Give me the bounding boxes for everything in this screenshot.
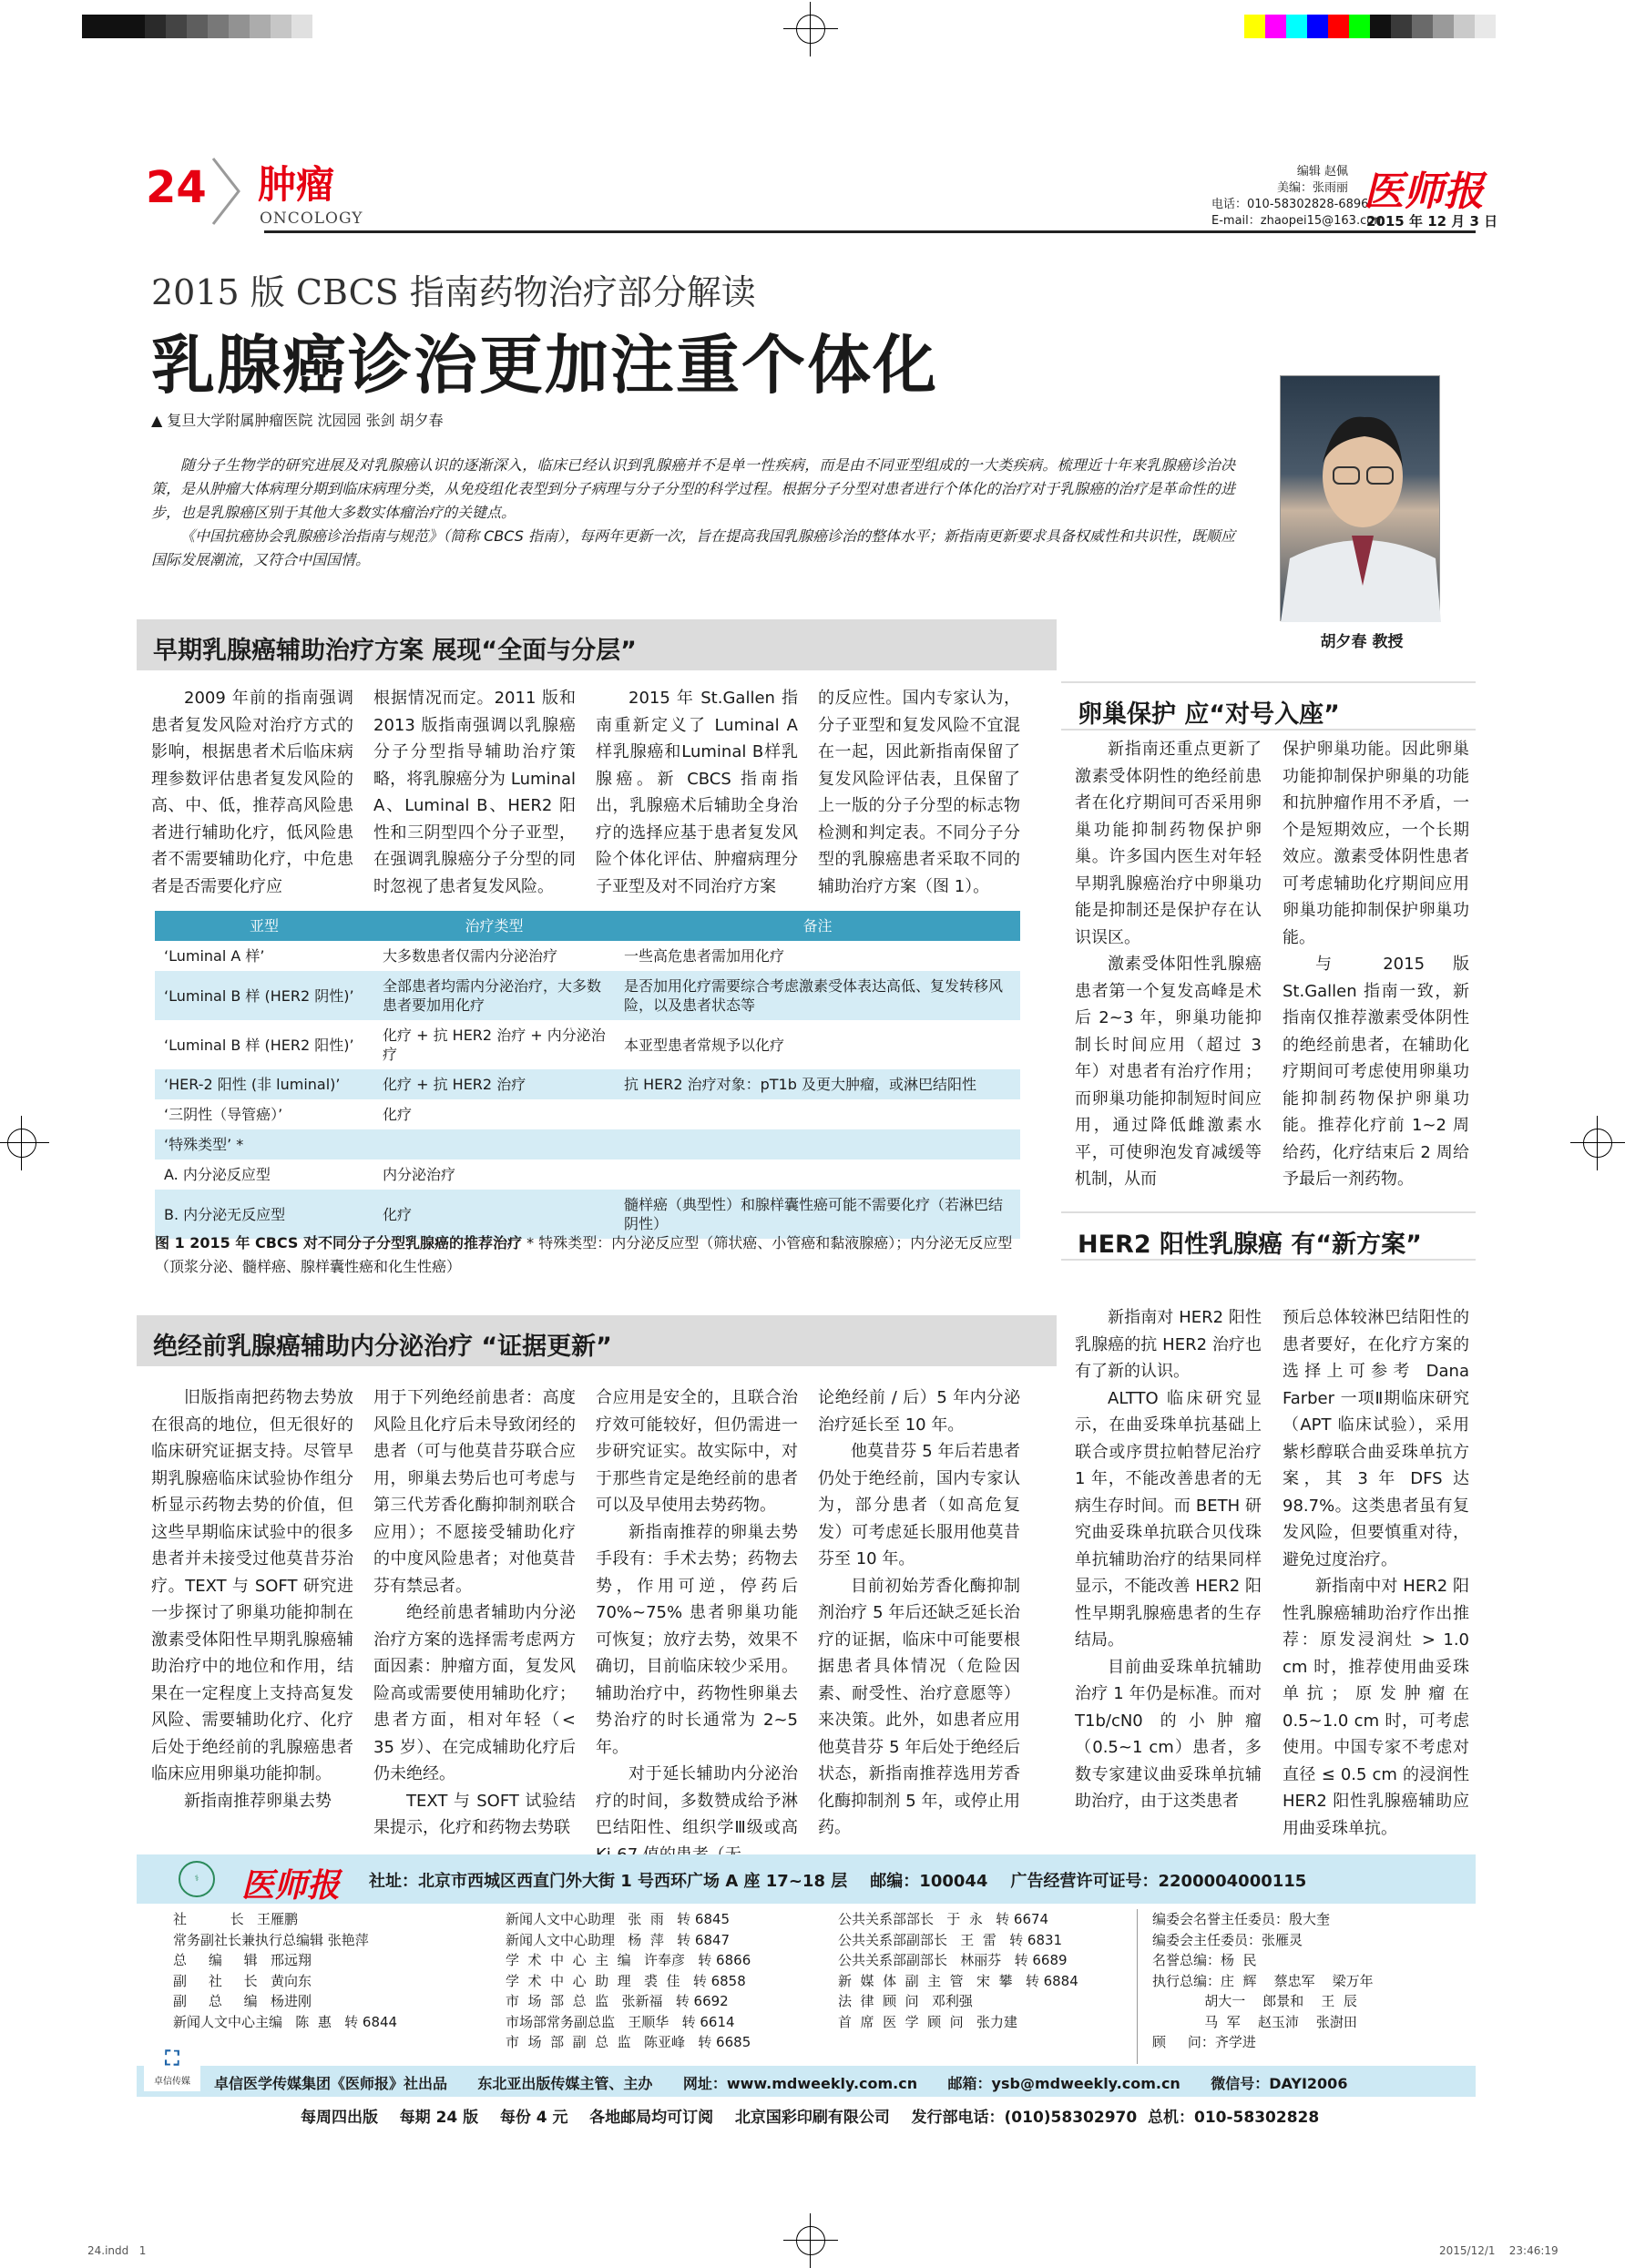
issue-date: 2015 年 12 月 3 日 bbox=[1366, 213, 1498, 230]
body-paragraph: 2009 年前的指南强调患者复发风险对治疗方式的影响，根据患者术后临床病理参数评估患者复发风险的高、中、低，推荐高风险患者进行辅助化疗，低风险患者不需要辅助化疗，中危患者是否需要化疗应 bbox=[151, 689, 353, 896]
body-paragraph: 新指南推荐卵巢去势 bbox=[184, 1791, 332, 1811]
registration-swatch bbox=[166, 15, 187, 38]
registration-swatch bbox=[1433, 15, 1454, 38]
registration-swatch bbox=[187, 15, 208, 38]
table-cell: 全部患者均需内分泌治疗，大多数患者要加用化疗 bbox=[373, 971, 615, 1020]
table-cell bbox=[615, 1099, 1020, 1129]
text-column bbox=[151, 685, 353, 900]
portrait-photo bbox=[1280, 375, 1440, 621]
body-paragraph: 保护卵巢功能。因此卵巢功能抑制保护卵巢的功能和抗肿瘤作用不矛盾，一个是短期效应，一个长期效应。激素受体阴性患者可考虑辅助化疗期间应用卵巢功能抑制保护卵巢功能。 bbox=[1283, 740, 1469, 947]
registration-gray-bar bbox=[82, 15, 312, 38]
art-editor-name: 美编：张雨丽 bbox=[1276, 181, 1348, 195]
registration-swatch bbox=[1244, 15, 1265, 38]
masthead-logo: 医师报 bbox=[1364, 169, 1484, 215]
staff-list: 社 长 王雁鹏 常务副社长兼执行总编辑 张艳萍 总 编 辑 邢远翔 副 社 长 黄向东 副 总 编 杨进刚 新闻人文中心主编 陈 惠 转 6844 bbox=[173, 1911, 398, 2030]
publisher-line: 卓信医学传媒集团《医师报》社出品 东北亚出版传媒主管、主办 网址：www.mdweekly.com.cn 邮箱：ysb@mdweekly.com.cn 微信号：DAYI2006 bbox=[214, 2075, 1348, 2092]
table-caption-title: 图 1 2015 年 CBCS 对不同分子分型乳腺癌的推荐治疗 bbox=[155, 1234, 523, 1251]
body-paragraph: 合应用是安全的，且联合治疗效可能较好，但仍需进一步研究证实。故实际中，对于那些肯定是绝经前的患者可以及早使用去势药物。 bbox=[596, 1388, 798, 1515]
table-cell: ‘Luminal B 样 (HER2 阴性)’ bbox=[155, 971, 373, 1020]
text-column bbox=[373, 1384, 576, 1837]
registration-swatch bbox=[1265, 15, 1286, 38]
crop-mark-icon bbox=[1570, 1116, 1625, 1170]
registration-swatch bbox=[1286, 15, 1307, 38]
registration-swatch bbox=[291, 15, 312, 38]
section-title: 绝经前乳腺癌辅助内分泌治疗 “证据更新” bbox=[137, 1315, 1057, 1366]
registration-swatch bbox=[124, 15, 145, 38]
table-cell: 大多数患者仅需内分泌治疗 bbox=[373, 941, 615, 971]
table-row bbox=[155, 1160, 1020, 1190]
table-cell: ‘Luminal A 样’ bbox=[155, 941, 373, 971]
table-row bbox=[155, 1069, 1020, 1099]
table-row bbox=[155, 1020, 1020, 1069]
table-cell: 化疗 + 抗 HER2 治疗 bbox=[373, 1069, 615, 1099]
registration-swatch bbox=[1454, 15, 1475, 38]
section-title: 早期乳腺癌辅助治疗方案 展现“全面与分层” bbox=[137, 619, 1057, 670]
registration-swatch bbox=[208, 15, 229, 38]
editor-info bbox=[1211, 164, 1385, 230]
table-cell: 一些高危患者需加用化疗 bbox=[615, 941, 1020, 971]
publication-info: 每周四出版 每期 24 版 每份 4 元 各地邮局均可订阅 北京国彩印刷有限公司 发行部电话：(010)58302970 总机：010-58302828 bbox=[301, 2109, 1320, 2127]
body-paragraph: 绝经前患者辅助内分泌治疗方案的选择需考虑两方面因素：肿瘤方面，复发风险高或需要使用辅助化疗；患者方面，相对年轻（< 35 岁）、在完成辅助化疗后仍未绝经。 bbox=[373, 1603, 576, 1783]
lead-paragraph: 《中国抗癌协会乳腺癌诊治指南与规范》（简称 CBCS 指南），每两年更新一次，旨在提高我国乳腺癌诊治的整体水平；新指南更新要求具备权威性和共识性，既顺应国际发展潮流，又符合中国国情。 bbox=[151, 527, 1235, 568]
body-paragraph: 目前曲妥珠单抗辅助治疗 1 年仍是标准。而对 T1b/cN0 的小肿瘤（0.5~1 cm）患者，多数专家建议曲妥珠单抗辅助治疗，由于这类患者 bbox=[1075, 1657, 1262, 1811]
table-cell: 本亚型患者常规予以化疗 bbox=[615, 1020, 1020, 1069]
article-lead bbox=[151, 454, 1235, 572]
registration-swatch bbox=[1307, 15, 1328, 38]
table-row bbox=[155, 1099, 1020, 1129]
body-paragraph: 2015 年 St.Gallen 指南重新定义了 Luminal A 样乳腺癌和Luminal B样乳腺癌。新 CBCS 指南指出，乳腺癌术后辅助全身治疗的选择应基于患者复发风险个体化评估、肿瘤病理分子亚型及对不同治疗方案 bbox=[596, 689, 798, 896]
crop-mark-icon bbox=[0, 1116, 49, 1170]
body-paragraph: TEXT 与 SOFT 试验结果提示，化疗和药物去势联 bbox=[373, 1791, 576, 1837]
body-paragraph: 新指南对 HER2 阳性乳腺癌的抗 HER2 治疗也有了新的认识。 bbox=[1075, 1308, 1262, 1381]
text-column bbox=[151, 1384, 353, 1822]
body-paragraph: 对于延长辅助内分泌治疗的时间，多数赞成给予淋巴结阳性、组织学Ⅲ级或高 bbox=[596, 1764, 798, 1837]
editor-email: E-mail：zhaopei15@163.com bbox=[1211, 214, 1385, 228]
section-name: 肿瘤 bbox=[258, 162, 335, 207]
registration-swatch bbox=[229, 15, 250, 38]
table-row bbox=[155, 971, 1020, 1020]
cmda-logo-icon: ⚕ bbox=[179, 1861, 215, 1897]
registration-swatch bbox=[103, 15, 124, 38]
body-paragraph: 他莫昔芬 5 年后若患者仍处于绝经前，国内专家认为，部分患者（如高危复发）可考虑延长服用他莫昔芬至 10 年。 bbox=[818, 1442, 1020, 1568]
text-column bbox=[818, 685, 1020, 900]
table-cell: ‘Luminal B 样 (HER2 阳性)’ bbox=[155, 1020, 373, 1069]
body-paragraph: 新指南中对 HER2 阳性乳腺癌辅助治疗作出推荐：原发浸润灶 > 1.0 cm 时，推荐使用曲妥珠单抗；原发肿瘤在 0.5~1.0 cm 时，可考虑使用。中国专家不考虑对直径 ≤ 0.5 cm 的浸润性 HER2 阳性乳腺癌辅助应用曲妥珠单抗。 bbox=[1283, 1577, 1469, 1838]
article-byline: ▲ 复旦大学附属肿瘤医院 沈园园 张剑 胡夕春 bbox=[151, 412, 444, 429]
table-row bbox=[155, 1129, 1020, 1160]
table-cell: ‘特殊类型’ * bbox=[155, 1129, 373, 1160]
section-title: 卵巢保护 应“对号入座” bbox=[1061, 681, 1476, 730]
body-paragraph: 根据情况而定。2011 版和 2013 版指南强调以乳腺癌分子分型指导辅助治疗策略，将乳腺癌分为 Luminal A、Luminal B、HER2 阳性和三阴型四个分子亚型，在强调乳腺癌分子分型的同时忽视了患者复发风险。 bbox=[373, 689, 576, 896]
article-headline: 乳腺癌诊治更加注重个体化 bbox=[151, 328, 938, 403]
print-slug-time: 2015/12/1 23:46:19 bbox=[1439, 2244, 1559, 2257]
crop-mark-icon bbox=[783, 2213, 838, 2268]
registration-swatch bbox=[1391, 15, 1412, 38]
body-paragraph: 旧版指南把药物去势放在很高的地位，但无很好的临床研究证据支持。尽管早期乳腺癌临床试验协作组分析显示药物去势的价值，但这些早期临床试验中的很多患者并未接受过他莫昔芬治疗。TEXT 与 SOFT 研究进一步探讨了卵巢功能抑制在激素受体阳性早期乳腺癌辅助治疗中的地位和作用，结果在一定程度上支持高复发风险、需要辅助化疗、化疗后处于绝经前的乳腺癌患者临床应用卵巢功能抑制。 bbox=[151, 1388, 353, 1783]
table-cell bbox=[615, 1160, 1020, 1190]
publisher-logo-text: 卓信传媒 bbox=[154, 2077, 190, 2087]
text-column bbox=[1283, 736, 1469, 1189]
table-cell: 化疗 + 抗 HER2 治疗 + 内分泌治疗 bbox=[373, 1020, 615, 1069]
body-paragraph: 激素受体阳性乳腺癌患者第一个复发高峰是术后 2~3 年，卵巢功能抑制长时间应用（超过 3 年）对患者有治疗作用；而卵巢功能抑制短时间应用，通过降低雌激素水平，可使卵泡发育减缓等机制，从而 bbox=[1075, 955, 1262, 1189]
footer-publisher-bar bbox=[137, 2048, 1476, 2097]
staff-list: 公共关系部部长 于 永 转 6674 公共关系部副部长 王 雷 转 6831 公共关系部副部长 林丽芬 转 6689 新 媒 体 副 主 管 宋 攀 转 6884 法 律 顾 问 邓利强 首 席 医 学 顾 问 张力建 bbox=[838, 1911, 1078, 2030]
text-column bbox=[1075, 736, 1262, 1189]
body-paragraph: 目前初始芳香化酶抑制剂治疗 5 年后还缺乏延长治疗的证据，临床中可能要根据患者具体情况（危险因素、耐受性、治疗意愿等）来决策。此外，如患者应用他莫昔芬 5 年后处于绝经后状态，新指南推荐选用芳香化酶抑制剂 5 年，或停止用药。 bbox=[818, 1576, 1020, 1837]
photo-caption: 胡夕春 教授 bbox=[1320, 633, 1404, 651]
table-caption bbox=[155, 1231, 1025, 1279]
table-caption-note: * 特殊类型：内分泌反应型（筛状癌、小管癌和黏液腺癌）；内分泌无反应型（顶浆分泌、髓样癌、腺样囊性癌和化生性癌） bbox=[155, 1234, 1013, 1275]
registration-color-bar bbox=[1244, 15, 1496, 38]
text-column bbox=[818, 1384, 1020, 1837]
footer-address-bar bbox=[137, 1854, 1476, 1904]
footer-masthead: 医师报 bbox=[241, 1867, 341, 1905]
table-cell: B. 内分泌无反应型 bbox=[155, 1190, 373, 1239]
section-name-en: ONCOLOGY bbox=[260, 209, 363, 228]
table-cell: 化疗 bbox=[373, 1099, 615, 1129]
registration-swatch bbox=[271, 15, 291, 38]
table-header: 治疗类型 bbox=[373, 911, 615, 941]
body-paragraph: 用于下列绝经前患者：高度风险且化疗后未导致闭经的患者（可与他莫昔芬联合应用，卵巢去势后也可考虑与第三代芳香化酶抑制剂联合应用）；不愿接受辅助化疗的中度风险患者；对他莫昔芬有禁忌者。 bbox=[373, 1388, 576, 1596]
body-paragraph: 与 2015 版 St.Gallen 指南一致，新指南仅推荐激素受体阴性的绝经前患者，在辅助化疗期间可考虑使用卵巢功能抑制药物保护卵巢功能。推荐化疗前 1~2 周给药，化疗结束后 2 周给予最后一剂药物。 bbox=[1283, 955, 1469, 1189]
print-slug-file: 24.indd 1 bbox=[87, 2244, 147, 2257]
header-rule bbox=[264, 230, 1476, 233]
table-cell: 抗 HER2 治疗对象：pT1b 及更大肿瘤，或淋巴结阳性 bbox=[615, 1069, 1020, 1099]
body-paragraph: 预后总体较淋巴结阳性的患者要好，在化疗方案的选择上可参考 Dana Farber 一项Ⅱ期临床研究（APT 临床试验），采用紫杉醇联合曲妥珠单抗方案，其 3 年 DFS 达 98.7%。这类患者虽有复发风险，但要慎重对待，避免过度治疗。 bbox=[1283, 1308, 1469, 1569]
body-paragraph: 的反应性。国内专家认为，分子亚型和复发风险不宜混在一起，因此新指南保留了复发风险评估表，且保留了上一版的分子分型的标志物检测和判定表。不同分子分型的乳腺癌患者采取不同的辅助治疗方案（图 1）。 bbox=[818, 689, 1020, 896]
table-cell: 内分泌治疗 bbox=[373, 1160, 615, 1190]
body-paragraph: ALTTO 临床研究显示，在曲妥珠单抗基础上联合或序贯拉帕替尼治疗 1 年，不能改善患者的无病生存时间。而 BETH 研究曲妥珠单抗联合贝伐珠单抗辅助治疗的结果同样显示，不能改善 HER2 阳性早期乳腺癌患者的生存结局。 bbox=[1075, 1388, 1262, 1650]
treatment-table bbox=[155, 911, 1020, 1239]
registration-swatch bbox=[1475, 15, 1496, 38]
article-kicker: 2015 版 CBCS 指南药物治疗部分解读 bbox=[151, 272, 756, 312]
body-paragraph: 新指南还重点更新了激素受体阴性的绝经前患者在化疗期间可否采用卵巢功能抑制药物保护卵巢。许多国内医生对年轻早期乳腺癌治疗中卵巢功能是抑制还是保护存在认识误区。 bbox=[1075, 740, 1262, 947]
table-cell: ‘三阴性（导管癌）’ bbox=[155, 1099, 373, 1129]
publisher-logo bbox=[144, 2046, 200, 2091]
table-cell bbox=[373, 1129, 615, 1160]
text-column bbox=[596, 1384, 798, 1837]
body-paragraph: 论绝经前 / 后）5 年内分泌治疗延长至 10 年。 bbox=[818, 1388, 1020, 1435]
table-cell bbox=[615, 1129, 1020, 1160]
registration-swatch bbox=[145, 15, 166, 38]
editor-name: 编辑 赵佩 bbox=[1296, 165, 1348, 179]
table-header: 备注 bbox=[615, 911, 1020, 941]
table-cell: 是否加用化疗需要综合考虑激素受体表达高低、复发转移风险，以及患者状态等 bbox=[615, 971, 1020, 1020]
registration-swatch bbox=[1412, 15, 1433, 38]
staff-list: 新闻人文中心助理 张 雨 转 6845 新闻人文中心助理 杨 萍 转 6847 学 术 中 心 主 编 许奉彦 转 6866 学 术 中 心 助 理 裘 佳 转 6858 市 场 部 总 监 张新福 转 6692 市场部常务副总监 王顺华 转 6614 市 场 部 副 总 监 陈亚峰 转 6685 bbox=[506, 1911, 751, 2050]
crop-mark-icon bbox=[783, 2, 838, 56]
staff-list: 编委会名誉主任委员：殷大奎 编委会主任委员：张雁灵 名誉总编：杨 民 执行总编：庄 辉 蔡忠军 梁万年 胡大一 郎景和 王 辰 马 军 赵玉沛 张澍田 顾 问：齐学进 bbox=[1152, 1911, 1374, 2050]
table-cell: A. 内分泌反应型 bbox=[155, 1160, 373, 1190]
table-cell: ‘HER-2 阳性 (非 luminal)’ bbox=[155, 1069, 373, 1099]
registration-swatch bbox=[1370, 15, 1391, 38]
table-header: 亚型 bbox=[155, 911, 373, 941]
text-column bbox=[373, 685, 576, 900]
editor-phone: 电话：010-58302828-6896 bbox=[1211, 198, 1369, 211]
portrait-photo-icon bbox=[1281, 376, 1441, 622]
registration-swatch bbox=[250, 15, 271, 38]
lead-paragraph: 随分子生物学的研究进展及对乳腺癌认识的逐渐深入，临床已经认识到乳腺癌并不是单一性疾病，而是由不同亚型组成的一大类疾病。梳理近十年来乳腺癌诊治决策，是从肿瘤大体病理分期到临床病理分类，从免疫组化表型到分子病理与分子分型的科学过程。根据分子分型对患者进行个体化的治疗对于乳腺癌的治疗是革命性的进步，也是乳腺癌区别于其他大多数实体瘤治疗的关键点。 bbox=[151, 456, 1235, 521]
table-cell: 化疗 bbox=[373, 1190, 615, 1239]
footer-address: 社址：北京市西城区西直门外大街 1 号西环广场 A 座 17~18 层 邮编：100044 广告经营许可证号：2200004000115 bbox=[369, 1872, 1307, 1891]
section-title: HER2 阳性乳腺癌 有“新方案” bbox=[1061, 1211, 1476, 1261]
text-column bbox=[1283, 1304, 1469, 1838]
text-column bbox=[596, 685, 798, 900]
table-row bbox=[155, 941, 1020, 971]
publisher-logo-icon: ⛶ bbox=[165, 2048, 179, 2070]
table-cell: 髓样癌（典型性）和腺样囊性癌可能不需要化疗（若淋巴结阴性） bbox=[615, 1190, 1020, 1239]
registration-swatch bbox=[1349, 15, 1370, 38]
page-number: 24 bbox=[146, 162, 207, 213]
registration-swatch bbox=[1328, 15, 1349, 38]
chevron-right-icon bbox=[208, 155, 244, 228]
body-paragraph: 新指南推荐的卵巢去势手段有：手术去势；药物去势，作用可逆，停药后 70%~75% 患者卵巢功能可恢复；放疗去势，效果不确切，目前临床较少采用。辅助治疗中，药物性卵巢去势治疗的时长通常为 2~5 年。 bbox=[596, 1522, 798, 1757]
text-column bbox=[1075, 1304, 1262, 1814]
registration-swatch bbox=[82, 15, 103, 38]
footer-divider bbox=[1137, 1909, 1138, 2064]
